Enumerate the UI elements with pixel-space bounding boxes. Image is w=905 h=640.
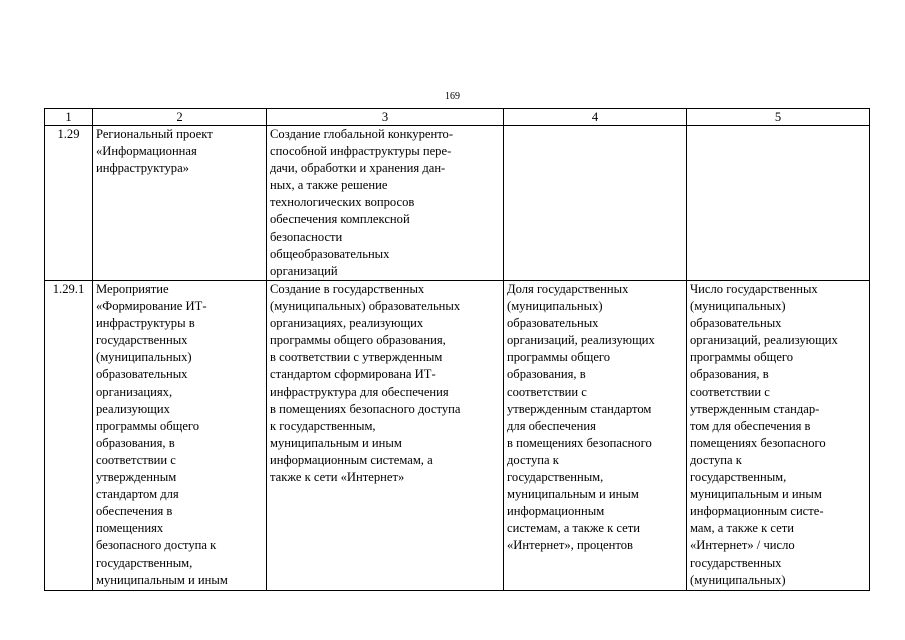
- column-header-5: 5: [687, 109, 870, 126]
- table-row: [45, 126, 870, 281]
- row-number-cell: 1.29.1: [45, 281, 93, 591]
- calculation-cell: Число государственных (муниципальных) образовательных организаций, реализующих программы общего образования, в соответствии с утвержденным стандар- том для обеспечения в помещениях безопасного доступа к государственным, муниципальным и иным информационным систе- мам, а также к сети «Интернет» / число государственных (муниципальных): [687, 281, 870, 591]
- column-header-1: 1: [45, 109, 93, 126]
- data-table: [44, 108, 870, 591]
- description-cell: Создание в государственных (муниципальных) образовательных организациях, реализующих программы общего образования, в соответствии с утвержденным стандартом сформирована ИТ- инфраструктура для обеспечения в помещениях безопасного доступа к государственным, муниципальным и иным информационным системам, а также к сети «Интернет»: [267, 281, 504, 591]
- indicator-cell: [504, 126, 687, 281]
- calculation-cell: [687, 126, 870, 281]
- table-header-row: [45, 109, 870, 126]
- column-header-2: 2: [93, 109, 267, 126]
- row-number-cell: 1.29: [45, 126, 93, 281]
- column-header-3: 3: [267, 109, 504, 126]
- project-name-cell: Мероприятие «Формирование ИТ- инфраструктуры в государственных (муниципальных) образовательных организациях, реализующих программы общего образования, в соответствии с утвержденным стандартом для обеспечения в помещениях безопасного доступа к государственным, муниципальным и иным: [93, 281, 267, 591]
- column-header-4: 4: [504, 109, 687, 126]
- description-cell: Создание глобальной конкуренто- способной инфраструктуры пере- дачи, обработки и хранения дан- ных, а также решение технологических вопросов обеспечения комплексной безопасности общеобразовательных организаций: [267, 126, 504, 281]
- indicator-cell: Доля государственных (муниципальных) образовательных организаций, реализующих программы общего образования, в соответствии с утвержденным стандартом для обеспечения в помещениях безопасного доступа к государственным, муниципальным и иным информационным системам, а также к сети «Интернет», процентов: [504, 281, 687, 591]
- page-number: 169: [445, 91, 460, 102]
- project-name-cell: Региональный проект «Информационная инфраструктура»: [93, 126, 267, 281]
- table-row: [45, 281, 870, 591]
